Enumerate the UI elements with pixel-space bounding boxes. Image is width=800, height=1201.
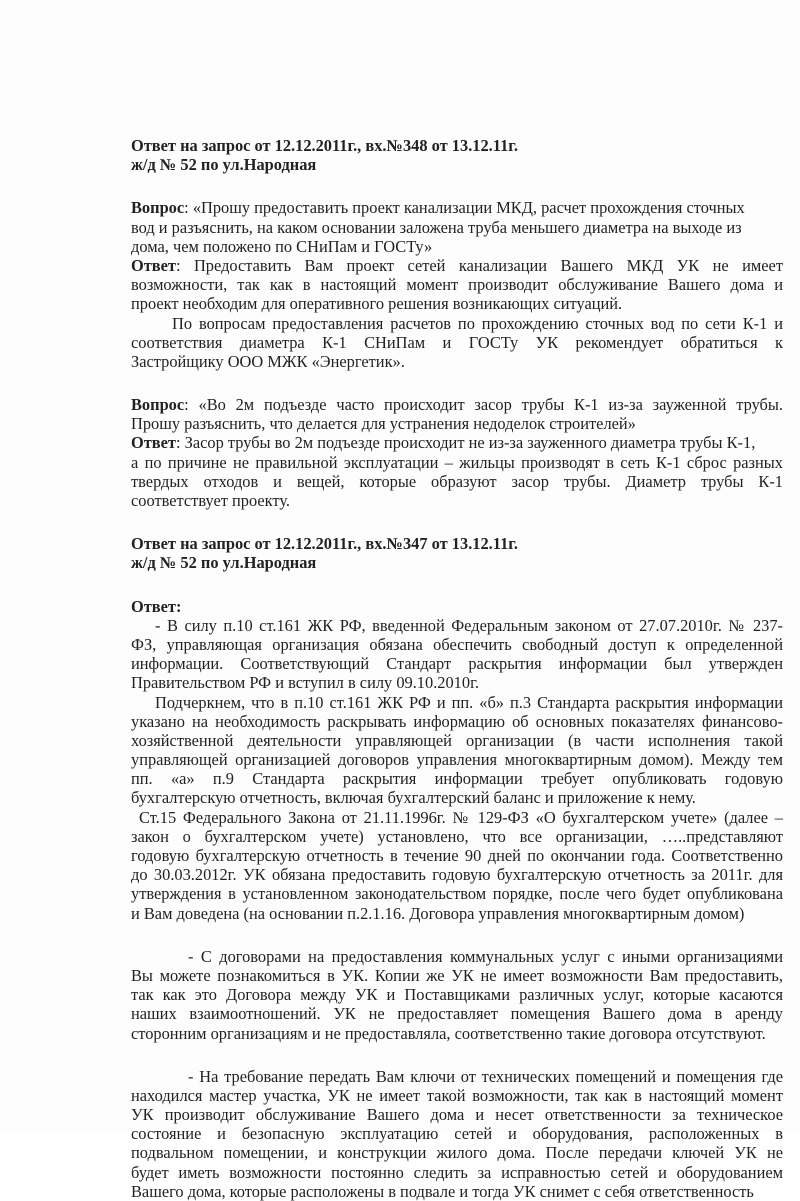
paragraph-line: пп. «а» п.9 Стандарта раскрытия информации требует опубликовать годовую: [131, 769, 783, 789]
paragraph-line: Вы можете познакомиться в УК. Копии же УК не имеет возможности Вам предоставить,: [131, 965, 783, 985]
paragraph-line: - В силу п.10 ст.161 ЖК РФ, введенной Федеральным законом от 27.07.2010г. № 237-: [155, 615, 783, 635]
question-text: Прошу разъяснить, что делается для устранения недоделок строителей»: [131, 414, 636, 434]
answer-1: [131, 256, 783, 371]
section-heading-line2: ж/д № 52 по ул.Народная: [131, 553, 317, 573]
answer-text: возможности, так как в настоящий момент производит обслуживание Вашего дома и: [131, 275, 783, 295]
answer-text: Застройщику ООО МЖК «Энергетик».: [131, 351, 405, 371]
question-label: Вопрос: [131, 395, 185, 415]
question-text: вод и разъяснить, на каком основании заложена труба меньшего диаметра на выходе из: [131, 217, 742, 237]
answer-label: Ответ:: [131, 596, 182, 616]
paragraph-line: состояние и безопасную эксплуатацию сетей и оборудования, расположенных в: [131, 1124, 783, 1144]
paragraph-line: - На требование передать Вам ключи от технических помещений и помещения где: [188, 1066, 783, 1086]
paragraph-disclosure-standard: [131, 693, 783, 808]
paragraph-line: хозяйственной деятельности управляющей организации (в части исполнения такой: [131, 730, 783, 750]
paragraph-utility-contracts: [131, 947, 783, 1043]
paragraph-line: наших взаимоотношений. УК не предоставляет помещения Вашего дома в аренду: [131, 1004, 783, 1024]
answer-text: По вопросам предоставления расчетов по прохождению сточных вод по сети К-1 и: [172, 313, 783, 333]
paragraph-line: управляющей организацией договоров управления многоквартирным домом). Между тем: [131, 750, 783, 770]
answer-text: соответствия диаметра К-1 СНиПам и ГОСТу УК рекомендует обратиться к: [131, 332, 783, 352]
paragraph-line: закон о бухгалтерском учете) установлено, что все организации, …..представляют: [131, 826, 783, 846]
answer-text: соответствует проекту.: [131, 491, 291, 510]
paragraph-line: информации. Соответствующий Стандарт раскрытия информации был утвержден: [131, 654, 783, 674]
answer-text: : Предоставить Вам проект сетей канализации Вашего МКД УК не имеет: [175, 255, 783, 275]
paragraph-line: сторонним организациям и не предоставляла, соответственно такие договора отсутствуют.: [131, 1023, 766, 1043]
question-text: : «Во 2м подъезде часто происходит засор трубы К-1 из-за зауженной трубы.: [184, 395, 783, 415]
question-label: Вопрос: [131, 198, 185, 218]
paragraph-line: и Вам доведена (на основании п.2.1.16. Договора управления многоквартирным домом): [131, 903, 745, 923]
paragraph-line: годовую бухгалтерскую отчетность в течение 90 дней по окончании года. Соответственно: [131, 846, 783, 865]
answer-label: Ответ: [131, 255, 176, 275]
paragraph-line: Ст.15 Федерального Закона от 21.11.1996г. № 129-ФЗ «О бухгалтерском учете» (далее –: [139, 807, 783, 827]
paragraph-line: так как это Договора между УК и Поставщиками различных услуг, которые касаются: [131, 985, 783, 1005]
answer-label: Ответ: [131, 433, 176, 453]
paragraph-line: ФЗ, управляющая организация обязана обеспечить свободный доступ к определенной: [131, 634, 783, 654]
section-heading-line2: ж/д № 52 по ул.Народная: [131, 155, 317, 175]
paragraph-line: находился мастер участка, УК не имеет такой возможности, так как в настоящий момент: [131, 1085, 783, 1105]
paragraph-accounting-law: [131, 808, 783, 923]
answer-text: твердых отходов и вещей, которые образуют засор трубы. Диаметр трубы К-1: [131, 471, 783, 491]
paragraph-line: УК производит обслуживание Вашего дома и несет ответственности за техническое: [131, 1105, 783, 1125]
paragraph-line: будет иметь возможности постоянно следить за исправностью сетей и оборудованием: [131, 1162, 783, 1182]
section-348: [131, 136, 783, 510]
answer-text: проект необходим для оперативного решения возникающих ситуаций.: [131, 294, 623, 314]
paragraph-line: подвальном помещении, и конструкции жилого дома. После передачи ключей УК не: [131, 1143, 783, 1163]
paragraph-disclosure-law: [131, 616, 783, 693]
question-2: [131, 395, 783, 433]
question-text: дома, чем положено по СНиПам и ГОСТу»: [131, 236, 433, 256]
paragraph-line: указано на необходимость раскрывать информацию об основных показателях финансово-: [131, 711, 783, 731]
paragraph-line: - С договорами на предоставления коммунальных услуг с иными организациями: [188, 946, 783, 966]
section-heading-line1: Ответ на запрос от 12.12.2011г., вх.№348 от 13.12.11г.: [131, 136, 518, 155]
paragraph-line: бухгалтерскую отчетность, включая бухгалтерский баланс и приложение к нему.: [131, 788, 696, 808]
document-body: [131, 136, 783, 1201]
question-text: : «Прошу предоставить проект канализации МКД, расчет прохождения сточных: [184, 198, 745, 218]
paragraph-line: утверждения в установленном законодательством порядке, после чего будет опубликована: [131, 884, 783, 904]
paragraph-keys-request: [131, 1067, 783, 1201]
question-1: [131, 198, 783, 256]
paragraph-line: Правительством РФ и вступил в силу 09.10.2010г.: [131, 673, 480, 693]
paragraph-line: до 30.03.2012г. УК обязана предоставить годовую бухгалтерскую отчетность за 2011г. для: [131, 865, 783, 885]
paragraph-line: Подчеркнем, что в п.10 ст.161 ЖК РФ и пп. «б» п.3 Стандарта раскрытия информации: [155, 692, 783, 712]
section-347: [131, 534, 783, 1201]
answer-text: : Засор трубы во 2м подъезде происходит не из-за зауженного диаметра трубы К-1,: [175, 433, 756, 453]
section-heading-line1: Ответ на запрос от 12.12.2011г., вх.№347 от 13.12.11г.: [131, 534, 518, 554]
answer-2: [131, 433, 783, 510]
paragraph-line: Вашего дома, которые расположены в подвале и тогда УК снимет с себя ответственность: [131, 1181, 754, 1201]
answer-text: а по причине не правильной эксплуатации – жильцы производят в сеть К-1 сброс разных: [131, 452, 783, 472]
